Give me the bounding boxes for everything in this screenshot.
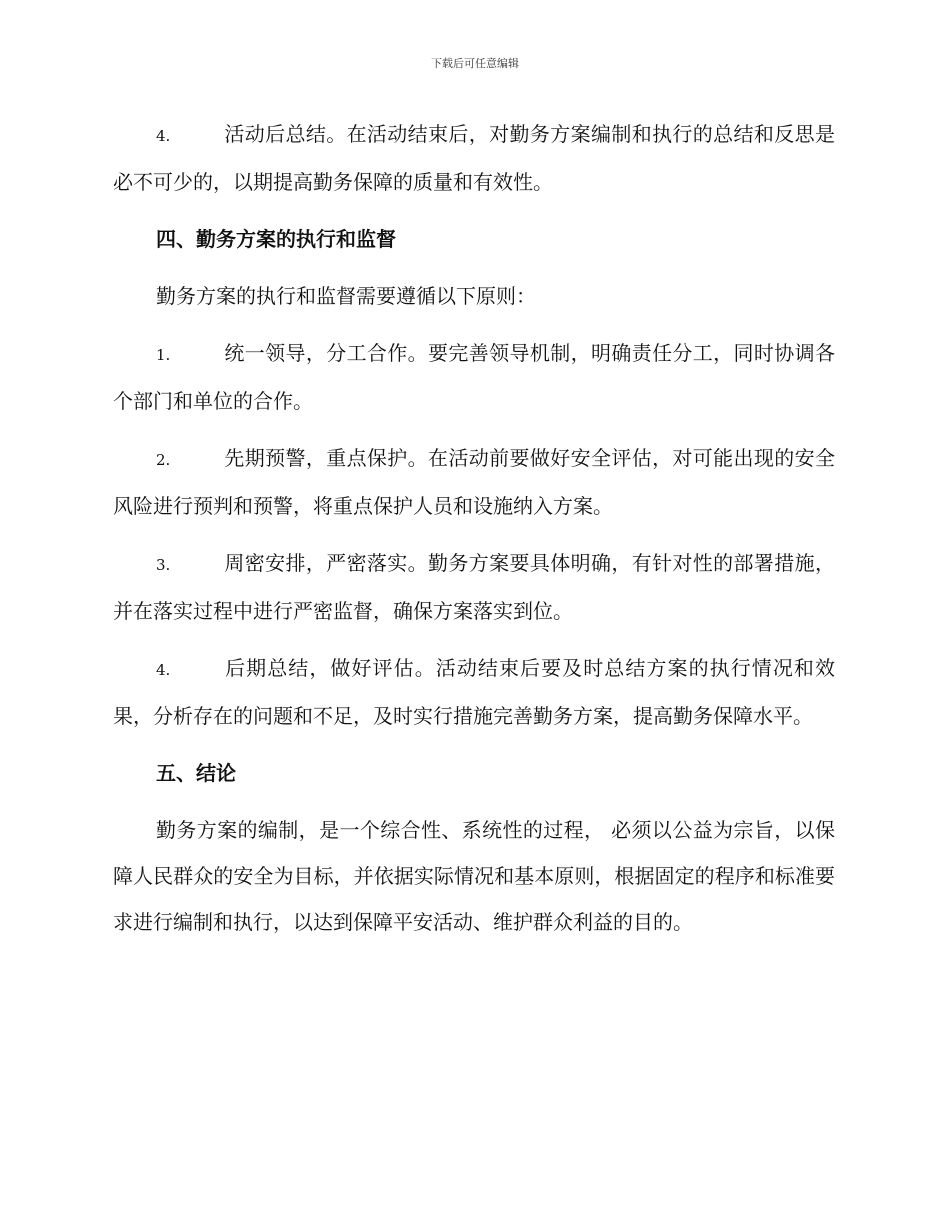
list-item-4 <box>113 111 835 205</box>
list-item-text: 周密安排，严密落实。勤务方案要具体明确，有针对性的部署措施，并在落实过程中进行严密监督，确保方案落实到位。 <box>113 551 835 623</box>
section-heading-4: 四、勤务方案的执行和监督 <box>156 227 396 251</box>
document-body <box>113 111 835 956</box>
list-item-number: 1. <box>156 346 171 364</box>
page-header: 下载后可任意编辑 <box>431 57 519 70</box>
list-item-2 <box>113 435 835 529</box>
section-intro: 勤务方案的执行和监督需要遵循以下原则： <box>156 284 536 308</box>
list-item-text: 活动后总结。在活动结束后，对勤务方案编制和执行的总结和反思是必不可少的，以期提高勤务保障的质量和有效性。 <box>113 122 835 194</box>
list-item-number: 4. <box>156 127 171 145</box>
list-item-3 <box>113 540 835 634</box>
list-item-text: 后期总结，做好评估。活动结束后要及时总结方案的执行情况和效果，分析存在的问题和不足，及时实行措施完善勤务方案，提高勤务保障水平。 <box>113 656 835 728</box>
list-item-4 <box>113 645 835 739</box>
list-item-1 <box>113 330 835 424</box>
section-heading-5: 五、结论 <box>156 761 236 785</box>
list-item-text: 先期预警，重点保护。在活动前要做好安全评估，对可能出现的安全风险进行预判和预警，将重点保护人员和设施纳入方案。 <box>113 446 835 518</box>
conclusion-paragraph: 勤务方案的编制，是一个综合性、系统性的过程， 必须以公益为宗旨，以保障人民群众的安全为目标，并依据实际情况和基本原则，根据固定的程序和标准要求进行编制和执行，以达到保障平安活动、维护群众利益的目的。 <box>113 818 835 934</box>
list-item-number: 4. <box>156 661 171 679</box>
list-item-text: 统一领导，分工合作。要完善领导机制，明确责任分工，同时协调各个部门和单位的合作。 <box>113 341 835 413</box>
list-item-number: 2. <box>156 451 171 469</box>
list-item-number: 3. <box>156 556 171 574</box>
